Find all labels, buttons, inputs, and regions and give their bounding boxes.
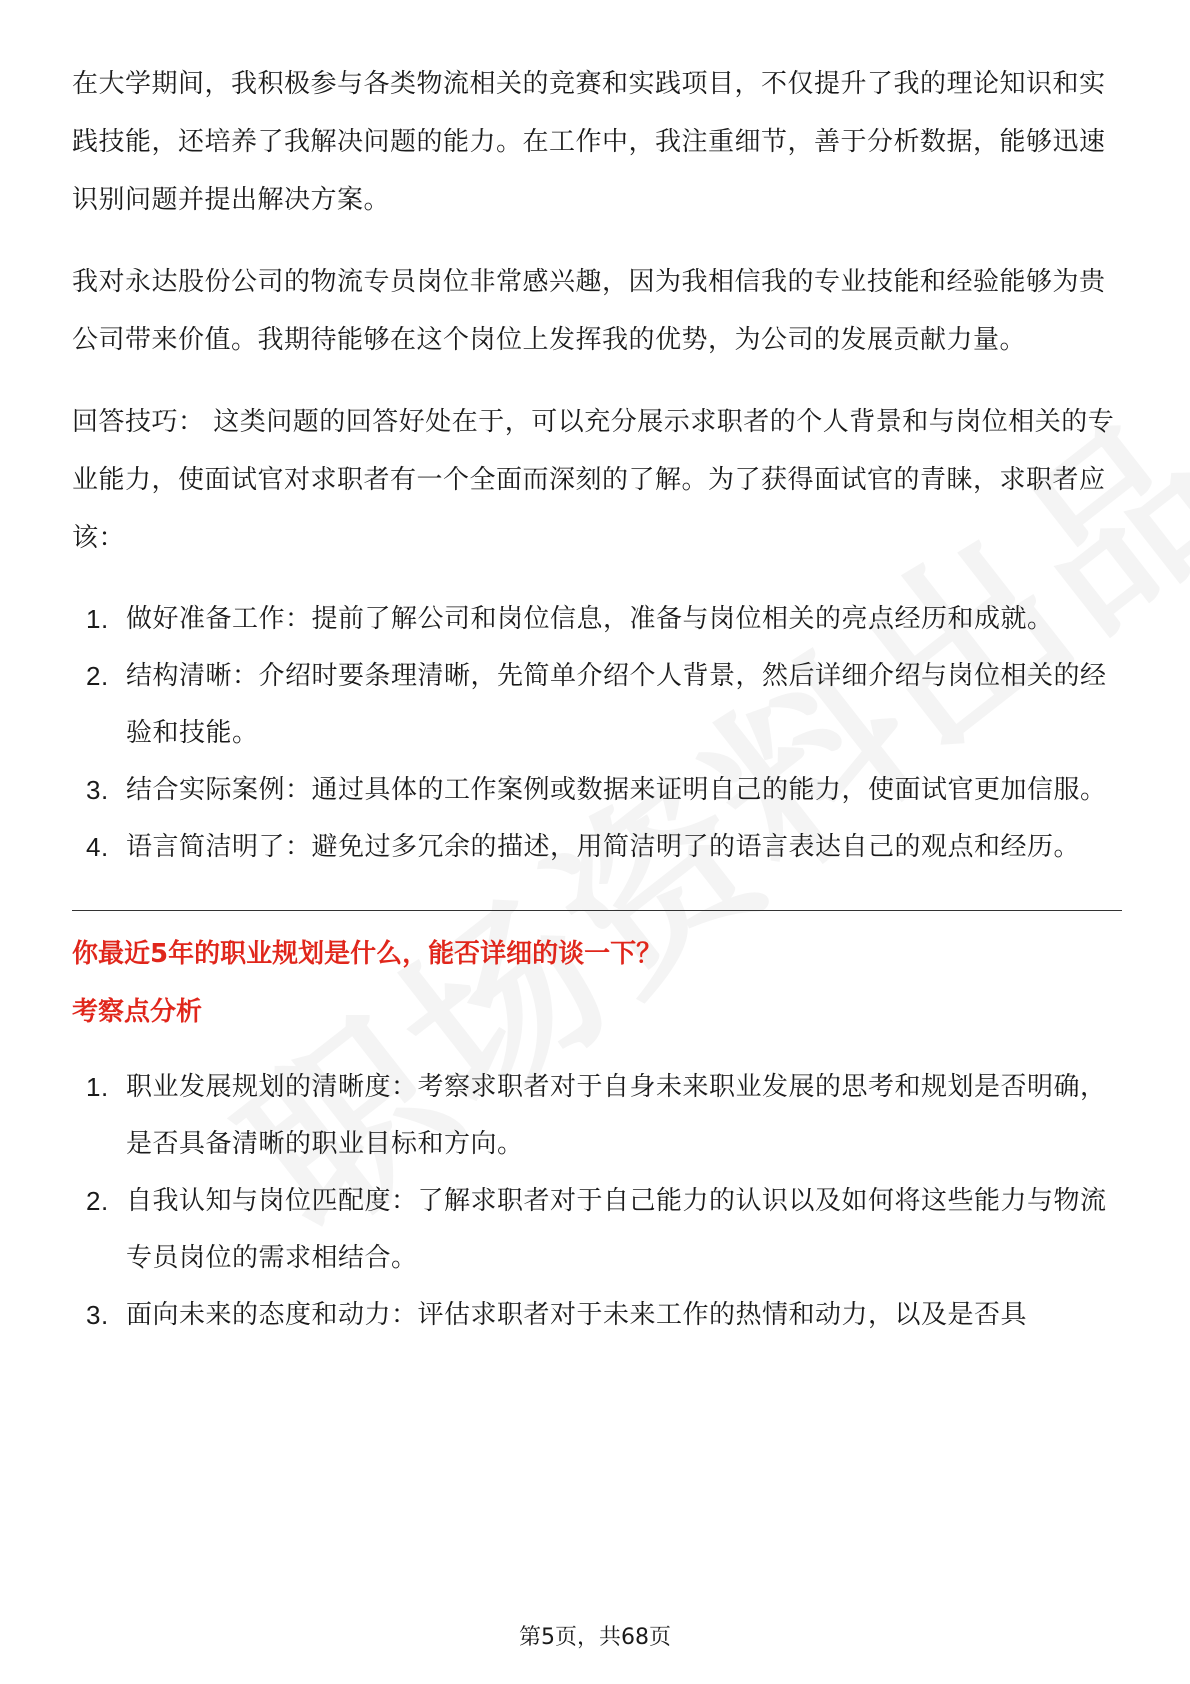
list-item [72,1287,1122,1344]
list-item-text: 自我认知与岗位匹配度：了解求职者对于自己能力的认识以及如何将这些能力与物流专员岗位的需求相结合。 [126,1186,1107,1273]
question-title: 你最近5年的职业规划是什么，能否详细的谈一下？ [72,939,663,969]
list-number: 3. [86,1300,109,1330]
list-item [72,591,1122,648]
list-item-text: 面向未来的态度和动力：评估求职者对于未来工作的热情和动力，以及是否具 [126,1300,1028,1330]
list-item-text: 结合实际案例：通过具体的工作案例或数据来证明自己的能力，使面试官更加信服。 [126,775,1107,805]
paragraph-background: 在大学期间，我积极参与各类物流相关的竞赛和实践项目，不仅提升了我的理论知识和实践技能，还培养了我解决问题的能力。在工作中，我注重细节，善于分析数据，能够迅速识别问题并提出解决方案。 [72,69,1106,215]
list-item [72,1059,1122,1173]
list-number: 2. [86,661,109,691]
list-number: 1. [86,1072,109,1102]
list-item-text: 做好准备工作：提前了解公司和岗位信息，准备与岗位相关的亮点经历和成就。 [126,604,1054,634]
list-number: 4. [86,832,109,862]
list-item [72,762,1122,819]
list-item-text: 语言简洁明了：避免过多冗余的描述，用简洁明了的语言表达自己的观点和经历。 [126,832,1081,862]
section-divider [72,910,1122,911]
question-subtitle: 考察点分析 [72,997,203,1027]
paragraph-answer-tips: 回答技巧： 这类问题的回答好处在于，可以充分展示求职者的个人背景和与岗位相关的专业能力，使面试官对求职者有一个全面而深刻的了解。为了获得面试官的青睐，求职者应该： [72,407,1115,553]
list-number: 3. [86,775,109,805]
paragraph-interest: 我对永达股份公司的物流专员岗位非常感兴趣，因为我相信我的专业技能和经验能够为贵公司带来价值。我期待能够在这个岗位上发挥我的优势，为公司的发展贡献力量。 [72,267,1106,355]
list-number: 2. [86,1186,109,1216]
list-number: 1. [86,604,109,634]
list-item [72,1173,1122,1287]
list-item [72,648,1122,762]
list-item-text: 结构清晰：介绍时要条理清晰，先简单介绍个人背景，然后详细介绍与岗位相关的经验和技能。 [126,661,1107,748]
list-item [72,819,1122,876]
page-content [72,55,1122,1372]
page-footer: 第5页，共68页 [519,1625,671,1650]
list-item-text: 职业发展规划的清晰度：考察求职者对于自身未来职业发展的思考和规划是否明确，是否具备清晰的职业目标和方向。 [126,1072,1107,1159]
tips-list [72,591,1122,876]
analysis-list [72,1059,1122,1344]
